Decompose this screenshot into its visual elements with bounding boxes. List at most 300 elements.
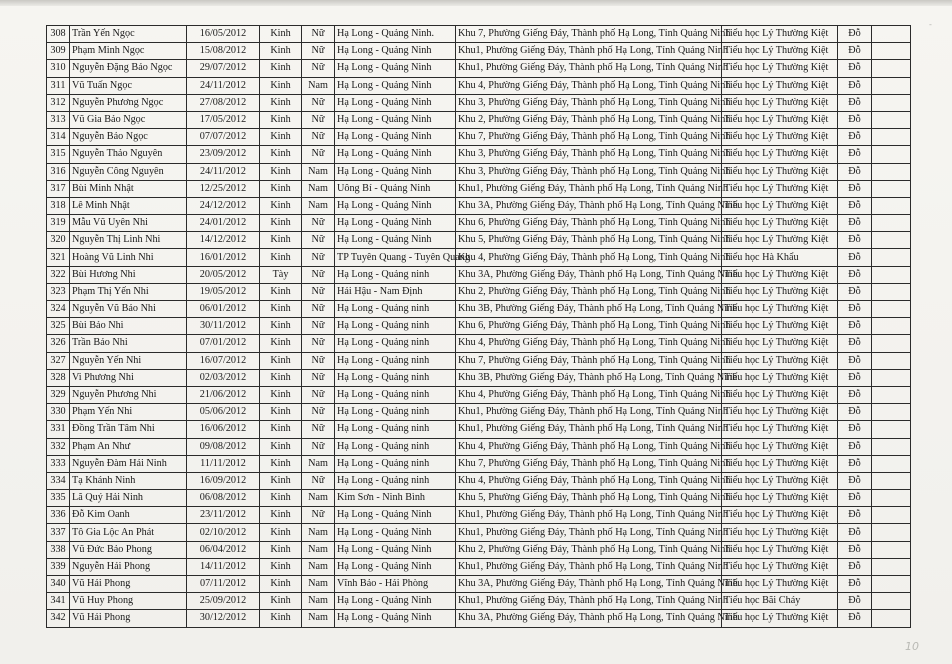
- date-of-birth-cell: 16/05/2012: [187, 26, 260, 43]
- primary-school-cell: Tiểu học Lý Thường Kiệt: [722, 404, 838, 421]
- table-row: [47, 472, 911, 489]
- ethnicity-cell: Kinh: [260, 77, 302, 94]
- row-number-cell: 321: [47, 249, 70, 266]
- student-name-cell: Nguyễn Đặng Bảo Ngọc: [70, 60, 187, 77]
- address-cell: Khu 3, Phường Giếng Đáy, Thành phố Hạ Long, Tỉnh Quảng Ninh: [456, 94, 722, 111]
- gender-cell: Nam: [302, 610, 335, 627]
- date-of-birth-cell: 11/11/2012: [187, 455, 260, 472]
- gender-cell: Nữ: [302, 111, 335, 128]
- result-cell: Đỗ: [838, 593, 872, 610]
- ethnicity-cell: Kinh: [260, 60, 302, 77]
- primary-school-cell: Tiểu học Lý Thường Kiệt: [722, 163, 838, 180]
- address-cell: Khu 3A, Phường Giếng Đáy, Thành phố Hạ Long, Tỉnh Quảng Ninh: [456, 197, 722, 214]
- ethnicity-cell: Kinh: [260, 421, 302, 438]
- ethnicity-cell: Kinh: [260, 197, 302, 214]
- birthplace-cell: Uông Bí - Quảng Ninh: [335, 180, 456, 197]
- result-cell: Đỗ: [838, 249, 872, 266]
- notes-cell: [872, 215, 911, 232]
- notes-cell: [872, 43, 911, 60]
- birthplace-cell: Kim Sơn - Ninh Bình: [335, 490, 456, 507]
- primary-school-cell: Tiểu học Lý Thường Kiệt: [722, 541, 838, 558]
- row-number-cell: 330: [47, 404, 70, 421]
- table-row: [47, 404, 911, 421]
- address-cell: Khu 5, Phường Giếng Đáy, Thành phố Hạ Long, Tỉnh Quảng Ninh: [456, 232, 722, 249]
- date-of-birth-cell: 02/10/2012: [187, 524, 260, 541]
- row-number-cell: 310: [47, 60, 70, 77]
- ethnicity-cell: Tày: [260, 266, 302, 283]
- address-cell: Khu 3A, Phường Giếng Đáy, Thành phố Hạ Long, Tỉnh Quảng Ninh: [456, 610, 722, 627]
- notes-cell: [872, 77, 911, 94]
- address-cell: Khu1, Phường Giếng Đáy, Thành phố Hạ Long, Tỉnh Quảng Ninh: [456, 507, 722, 524]
- row-number-cell: 327: [47, 352, 70, 369]
- notes-cell: [872, 524, 911, 541]
- table-row: [47, 576, 911, 593]
- date-of-birth-cell: 16/06/2012: [187, 421, 260, 438]
- notes-cell: [872, 610, 911, 627]
- row-number-cell: 312: [47, 94, 70, 111]
- result-cell: Đỗ: [838, 163, 872, 180]
- notes-cell: [872, 507, 911, 524]
- date-of-birth-cell: 23/09/2012: [187, 146, 260, 163]
- result-cell: Đỗ: [838, 266, 872, 283]
- birthplace-cell: TP Tuyên Quang - Tuyên Quang: [335, 249, 456, 266]
- address-cell: Khu 4, Phường Giếng Đáy, Thành phố Hạ Long, Tỉnh Quảng Ninh: [456, 386, 722, 403]
- date-of-birth-cell: 15/08/2012: [187, 43, 260, 60]
- birthplace-cell: Hạ Long - Quảng Ninh: [335, 558, 456, 575]
- birthplace-cell: Vĩnh Bảo - Hải Phòng: [335, 576, 456, 593]
- row-number-cell: 340: [47, 576, 70, 593]
- table-row: [47, 490, 911, 507]
- table-row: [47, 249, 911, 266]
- date-of-birth-cell: 27/08/2012: [187, 94, 260, 111]
- date-of-birth-cell: 06/08/2012: [187, 490, 260, 507]
- gender-cell: Nữ: [302, 249, 335, 266]
- birthplace-cell: Hạ Long - Quảng Ninh: [335, 610, 456, 627]
- date-of-birth-cell: 24/11/2012: [187, 77, 260, 94]
- ethnicity-cell: Kinh: [260, 249, 302, 266]
- notes-cell: [872, 335, 911, 352]
- gender-cell: Nữ: [302, 283, 335, 300]
- notes-cell: [872, 26, 911, 43]
- ethnicity-cell: Kinh: [260, 352, 302, 369]
- gender-cell: Nữ: [302, 352, 335, 369]
- ethnicity-cell: Kinh: [260, 335, 302, 352]
- ethnicity-cell: Kinh: [260, 507, 302, 524]
- gender-cell: Nam: [302, 576, 335, 593]
- student-name-cell: Bùi Hương Nhi: [70, 266, 187, 283]
- notes-cell: [872, 472, 911, 489]
- ethnicity-cell: Kinh: [260, 524, 302, 541]
- primary-school-cell: Tiểu học Lý Thường Kiệt: [722, 129, 838, 146]
- address-cell: Khu1, Phường Giếng Đáy, Thành phố Hạ Long, Tỉnh Quảng Ninh: [456, 180, 722, 197]
- primary-school-cell: Tiểu học Lý Thường Kiệt: [722, 369, 838, 386]
- primary-school-cell: Tiểu học Lý Thường Kiệt: [722, 576, 838, 593]
- table-row: [47, 232, 911, 249]
- table-row: [47, 77, 911, 94]
- date-of-birth-cell: 19/05/2012: [187, 283, 260, 300]
- table-row: [47, 421, 911, 438]
- student-name-cell: Phạm Minh Ngọc: [70, 43, 187, 60]
- gender-cell: Nữ: [302, 26, 335, 43]
- birthplace-cell: Hạ Long - Quảng Ninh: [335, 60, 456, 77]
- notes-cell: [872, 455, 911, 472]
- primary-school-cell: Tiểu học Bãi Cháy: [722, 593, 838, 610]
- gender-cell: Nam: [302, 490, 335, 507]
- result-cell: Đỗ: [838, 60, 872, 77]
- student-name-cell: Vi Phương Nhi: [70, 369, 187, 386]
- table-row: [47, 163, 911, 180]
- ethnicity-cell: Kinh: [260, 163, 302, 180]
- ethnicity-cell: Kinh: [260, 610, 302, 627]
- notes-cell: [872, 490, 911, 507]
- ethnicity-cell: Kinh: [260, 472, 302, 489]
- gender-cell: Nam: [302, 197, 335, 214]
- table-row: [47, 610, 911, 627]
- birthplace-cell: Hạ Long - Quảng Ninh: [335, 215, 456, 232]
- notes-cell: [872, 404, 911, 421]
- address-cell: Khu 3A, Phường Giếng Đáy, Thành phố Hạ Long, Tỉnh Quảng Ninh: [456, 266, 722, 283]
- date-of-birth-cell: 16/07/2012: [187, 352, 260, 369]
- birthplace-cell: Hạ Long - Quảng Ninh: [335, 146, 456, 163]
- ethnicity-cell: Kinh: [260, 129, 302, 146]
- student-name-cell: Bùi Bảo Nhi: [70, 318, 187, 335]
- ethnicity-cell: Kinh: [260, 215, 302, 232]
- birthplace-cell: Hải Hậu - Nam Định: [335, 283, 456, 300]
- gender-cell: Nữ: [302, 232, 335, 249]
- ethnicity-cell: Kinh: [260, 301, 302, 318]
- row-number-cell: 319: [47, 215, 70, 232]
- table-row: [47, 180, 911, 197]
- address-cell: Khu 3B, Phường Giếng Đáy, Thành phố Hạ Long, Tỉnh Quảng Ninh: [456, 369, 722, 386]
- student-name-cell: Vũ Gia Bảo Ngọc: [70, 111, 187, 128]
- ethnicity-cell: Kinh: [260, 541, 302, 558]
- row-number-cell: 311: [47, 77, 70, 94]
- birthplace-cell: Hạ Long - Quảng Ninh.: [335, 26, 456, 43]
- gender-cell: Nữ: [302, 215, 335, 232]
- result-cell: Đỗ: [838, 421, 872, 438]
- birthplace-cell: Hạ Long - Quảng Ninh: [335, 111, 456, 128]
- student-name-cell: Nguyễn Công Nguyên: [70, 163, 187, 180]
- student-name-cell: Hoàng Vũ Linh Nhi: [70, 249, 187, 266]
- birthplace-cell: Hạ Long - Quảng Ninh: [335, 77, 456, 94]
- primary-school-cell: Tiểu học Hà Khẩu: [722, 249, 838, 266]
- address-cell: Khu 7, Phường Giếng Đáy, Thành phố Hạ Long, Tỉnh Quảng Ninh: [456, 352, 722, 369]
- row-number-cell: 333: [47, 455, 70, 472]
- result-cell: Đỗ: [838, 318, 872, 335]
- table-row: [47, 60, 911, 77]
- result-cell: Đỗ: [838, 26, 872, 43]
- address-cell: Khu1, Phường Giếng Đáy, Thành phố Hạ Long, Tỉnh Quảng Ninh: [456, 421, 722, 438]
- table-row: [47, 352, 911, 369]
- table-row: [47, 455, 911, 472]
- birthplace-cell: Hạ Long - Quảng Ninh: [335, 163, 456, 180]
- date-of-birth-cell: 16/01/2012: [187, 249, 260, 266]
- table-row: [47, 43, 911, 60]
- birthplace-cell: Hạ Long - Quảng ninh: [335, 369, 456, 386]
- row-number-cell: 328: [47, 369, 70, 386]
- table-row: [47, 507, 911, 524]
- date-of-birth-cell: 17/05/2012: [187, 111, 260, 128]
- primary-school-cell: Tiểu học Lý Thường Kiệt: [722, 26, 838, 43]
- row-number-cell: 316: [47, 163, 70, 180]
- result-cell: Đỗ: [838, 283, 872, 300]
- address-cell: Khu 7, Phường Giếng Đáy, Thành phố Hạ Long, Tỉnh Quảng Ninh: [456, 129, 722, 146]
- gender-cell: Nữ: [302, 507, 335, 524]
- date-of-birth-cell: 20/05/2012: [187, 266, 260, 283]
- row-number-cell: 325: [47, 318, 70, 335]
- result-cell: Đỗ: [838, 335, 872, 352]
- birthplace-cell: Hạ Long - Quảng ninh: [335, 472, 456, 489]
- student-name-cell: Đồng Trần Tâm Nhi: [70, 421, 187, 438]
- address-cell: Khu 3A, Phường Giếng Đáy, Thành phố Hạ Long, Tỉnh Quảng Ninh: [456, 576, 722, 593]
- birthplace-cell: Hạ Long - Quảng Ninh: [335, 232, 456, 249]
- primary-school-cell: Tiểu học Lý Thường Kiệt: [722, 472, 838, 489]
- date-of-birth-cell: 02/03/2012: [187, 369, 260, 386]
- table-row: [47, 283, 911, 300]
- student-name-cell: Nguyễn Phương Ngọc: [70, 94, 187, 111]
- primary-school-cell: Tiểu học Lý Thường Kiệt: [722, 146, 838, 163]
- birthplace-cell: Hạ Long - Quảng ninh: [335, 335, 456, 352]
- primary-school-cell: Tiểu học Lý Thường Kiệt: [722, 318, 838, 335]
- student-name-cell: Tạ Khánh Ninh: [70, 472, 187, 489]
- notes-cell: [872, 266, 911, 283]
- gender-cell: Nữ: [302, 472, 335, 489]
- date-of-birth-cell: 12/25/2012: [187, 180, 260, 197]
- gender-cell: Nam: [302, 455, 335, 472]
- date-of-birth-cell: 09/08/2012: [187, 438, 260, 455]
- birthplace-cell: Hạ Long - Quảng ninh: [335, 318, 456, 335]
- primary-school-cell: Tiểu học Lý Thường Kiệt: [722, 524, 838, 541]
- birthplace-cell: Hạ Long - Quảng Ninh: [335, 593, 456, 610]
- address-cell: Khu 7, Phường Giếng Đáy, Thành phố Hạ Long, Tỉnh Quảng Ninh: [456, 26, 722, 43]
- address-cell: Khu 2, Phường Giếng Đáy, Thành phố Hạ Long, Tỉnh Quảng Ninh: [456, 541, 722, 558]
- primary-school-cell: Tiểu học Lý Thường Kiệt: [722, 421, 838, 438]
- table-row: [47, 369, 911, 386]
- ethnicity-cell: Kinh: [260, 576, 302, 593]
- student-name-cell: Nguyễn Đàm Hải Ninh: [70, 455, 187, 472]
- address-cell: Khu 7, Phường Giếng Đáy, Thành phố Hạ Long, Tỉnh Quảng Ninh: [456, 455, 722, 472]
- ethnicity-cell: Kinh: [260, 180, 302, 197]
- address-cell: Khu 3, Phường Giếng Đáy, Thành phố Hạ Long, Tỉnh Quảng Ninh: [456, 163, 722, 180]
- notes-cell: [872, 318, 911, 335]
- gender-cell: Nữ: [302, 60, 335, 77]
- student-name-cell: Tô Gia Lộc An Phát: [70, 524, 187, 541]
- notes-cell: [872, 180, 911, 197]
- result-cell: Đỗ: [838, 472, 872, 489]
- ethnicity-cell: Kinh: [260, 455, 302, 472]
- ethnicity-cell: Kinh: [260, 593, 302, 610]
- row-number-cell: 336: [47, 507, 70, 524]
- student-name-cell: Nguyễn Thị Linh Nhi: [70, 232, 187, 249]
- birthplace-cell: Hạ Long - Quảng ninh: [335, 301, 456, 318]
- notes-cell: [872, 232, 911, 249]
- student-name-cell: Nguyễn Bảo Ngọc: [70, 129, 187, 146]
- result-cell: Đỗ: [838, 490, 872, 507]
- ethnicity-cell: Kinh: [260, 232, 302, 249]
- address-cell: Khu 3, Phường Giếng Đáy, Thành phố Hạ Long, Tỉnh Quảng Ninh: [456, 146, 722, 163]
- student-name-cell: Mẫu Vũ Uyên Nhi: [70, 215, 187, 232]
- notes-cell: [872, 197, 911, 214]
- gender-cell: Nữ: [302, 318, 335, 335]
- birthplace-cell: Hạ Long - Quảng ninh: [335, 266, 456, 283]
- gender-cell: Nam: [302, 541, 335, 558]
- row-number-cell: 341: [47, 593, 70, 610]
- row-number-cell: 318: [47, 197, 70, 214]
- row-number-cell: 335: [47, 490, 70, 507]
- date-of-birth-cell: 07/01/2012: [187, 335, 260, 352]
- gender-cell: Nữ: [302, 386, 335, 403]
- address-cell: Khu1, Phường Giếng Đáy, Thành phố Hạ Long, Tỉnh Quảng Ninh: [456, 524, 722, 541]
- row-number-cell: 326: [47, 335, 70, 352]
- primary-school-cell: Tiểu học Lý Thường Kiệt: [722, 60, 838, 77]
- gender-cell: Nam: [302, 180, 335, 197]
- primary-school-cell: Tiểu học Lý Thường Kiệt: [722, 455, 838, 472]
- gender-cell: Nam: [302, 524, 335, 541]
- table-row: [47, 524, 911, 541]
- address-cell: Khu1, Phường Giếng Đáy, Thành phố Hạ Long, Tỉnh Quảng Ninh: [456, 43, 722, 60]
- gender-cell: Nam: [302, 163, 335, 180]
- notes-cell: [872, 111, 911, 128]
- row-number-cell: 337: [47, 524, 70, 541]
- primary-school-cell: Tiểu học Lý Thường Kiệt: [722, 111, 838, 128]
- student-name-cell: Trần Yến Ngọc: [70, 26, 187, 43]
- ethnicity-cell: Kinh: [260, 318, 302, 335]
- table-row: [47, 129, 911, 146]
- result-cell: Đỗ: [838, 507, 872, 524]
- primary-school-cell: Tiểu học Lý Thường Kiệt: [722, 490, 838, 507]
- result-cell: Đỗ: [838, 129, 872, 146]
- table-row: [47, 301, 911, 318]
- address-cell: Khu1, Phường Giếng Đáy, Thành phố Hạ Long, Tỉnh Quảng Ninh: [456, 60, 722, 77]
- result-cell: Đỗ: [838, 301, 872, 318]
- gender-cell: Nữ: [302, 438, 335, 455]
- birthplace-cell: Hạ Long - Quảng Ninh: [335, 43, 456, 60]
- date-of-birth-cell: 14/12/2012: [187, 232, 260, 249]
- primary-school-cell: Tiểu học Lý Thường Kiệt: [722, 43, 838, 60]
- address-cell: Khu 4, Phường Giếng Đáy, Thành phố Hạ Long, Tỉnh Quảng Ninh: [456, 77, 722, 94]
- result-cell: Đỗ: [838, 77, 872, 94]
- birthplace-cell: Hạ Long - Quảng Ninh: [335, 94, 456, 111]
- ethnicity-cell: Kinh: [260, 26, 302, 43]
- result-cell: Đỗ: [838, 386, 872, 403]
- gender-cell: Nữ: [302, 94, 335, 111]
- result-cell: Đỗ: [838, 180, 872, 197]
- ethnicity-cell: Kinh: [260, 558, 302, 575]
- gender-cell: Nữ: [302, 301, 335, 318]
- gender-cell: Nữ: [302, 421, 335, 438]
- ethnicity-cell: Kinh: [260, 111, 302, 128]
- table-row: [47, 94, 911, 111]
- table-row: [47, 146, 911, 163]
- birthplace-cell: Hạ Long - Quảng ninh: [335, 438, 456, 455]
- student-name-cell: Lã Quý Hải Ninh: [70, 490, 187, 507]
- table-row: [47, 197, 911, 214]
- result-cell: Đỗ: [838, 94, 872, 111]
- address-cell: Khu 6, Phường Giếng Đáy, Thành phố Hạ Long, Tỉnh Quảng Ninh: [456, 318, 722, 335]
- student-name-cell: Vũ Huy Phong: [70, 593, 187, 610]
- student-name-cell: Trần Bảo Nhi: [70, 335, 187, 352]
- result-cell: Đỗ: [838, 146, 872, 163]
- row-number-cell: 323: [47, 283, 70, 300]
- notes-cell: [872, 301, 911, 318]
- table-row: [47, 386, 911, 403]
- table-row: [47, 318, 911, 335]
- result-cell: Đỗ: [838, 576, 872, 593]
- gender-cell: Nữ: [302, 129, 335, 146]
- row-number-cell: 334: [47, 472, 70, 489]
- student-name-cell: Nguyễn Yến Nhi: [70, 352, 187, 369]
- student-name-cell: Vũ Hải Phong: [70, 576, 187, 593]
- student-name-cell: Vũ Tuấn Ngọc: [70, 77, 187, 94]
- table-row: [47, 335, 911, 352]
- notes-cell: [872, 421, 911, 438]
- row-number-cell: 331: [47, 421, 70, 438]
- student-name-cell: Nguyễn Hải Phong: [70, 558, 187, 575]
- date-of-birth-cell: 21/06/2012: [187, 386, 260, 403]
- student-name-cell: Phạm Yến Nhi: [70, 404, 187, 421]
- primary-school-cell: Tiểu học Lý Thường Kiệt: [722, 507, 838, 524]
- address-cell: Khu 2, Phường Giếng Đáy, Thành phố Hạ Long, Tỉnh Quảng Ninh: [456, 283, 722, 300]
- student-name-cell: Bùi Minh Nhật: [70, 180, 187, 197]
- student-name-cell: Vũ Đức Bảo Phong: [70, 541, 187, 558]
- notes-cell: [872, 352, 911, 369]
- table-row: [47, 215, 911, 232]
- result-cell: Đỗ: [838, 558, 872, 575]
- primary-school-cell: Tiểu học Lý Thường Kiệt: [722, 180, 838, 197]
- student-name-cell: Phạm An Như: [70, 438, 187, 455]
- row-number-cell: 324: [47, 301, 70, 318]
- notes-cell: [872, 60, 911, 77]
- birthplace-cell: Hạ Long - Quảng ninh: [335, 455, 456, 472]
- result-cell: Đỗ: [838, 524, 872, 541]
- notes-cell: [872, 94, 911, 111]
- date-of-birth-cell: 24/01/2012: [187, 215, 260, 232]
- date-of-birth-cell: 23/11/2012: [187, 507, 260, 524]
- row-number-cell: 313: [47, 111, 70, 128]
- primary-school-cell: Tiểu học Lý Thường Kiệt: [722, 438, 838, 455]
- result-cell: Đỗ: [838, 438, 872, 455]
- student-name-cell: Nguyễn Vũ Bảo Nhi: [70, 301, 187, 318]
- row-number-cell: 338: [47, 541, 70, 558]
- notes-cell: [872, 369, 911, 386]
- notes-cell: [872, 438, 911, 455]
- ethnicity-cell: Kinh: [260, 438, 302, 455]
- result-cell: Đỗ: [838, 541, 872, 558]
- date-of-birth-cell: 30/12/2012: [187, 610, 260, 627]
- address-cell: Khu 3B, Phường Giếng Đáy, Thành phố Hạ Long, Tỉnh Quảng Ninh: [456, 301, 722, 318]
- primary-school-cell: Tiểu học Lý Thường Kiệt: [722, 266, 838, 283]
- result-cell: Đỗ: [838, 197, 872, 214]
- student-name-cell: Đỗ Kim Oanh: [70, 507, 187, 524]
- row-number-cell: 308: [47, 26, 70, 43]
- primary-school-cell: Tiểu học Lý Thường Kiệt: [722, 232, 838, 249]
- student-name-cell: Nguyễn Phương Nhi: [70, 386, 187, 403]
- birthplace-cell: Hạ Long - Quảng ninh: [335, 352, 456, 369]
- address-cell: Khu1, Phường Giếng Đáy, Thành phố Hạ Long, Tỉnh Quảng Ninh: [456, 558, 722, 575]
- primary-school-cell: Tiểu học Lý Thường Kiệt: [722, 77, 838, 94]
- notes-cell: [872, 129, 911, 146]
- date-of-birth-cell: 25/09/2012: [187, 593, 260, 610]
- birthplace-cell: Hạ Long - Quảng ninh: [335, 404, 456, 421]
- primary-school-cell: Tiểu học Lý Thường Kiệt: [722, 197, 838, 214]
- result-cell: Đỗ: [838, 232, 872, 249]
- address-cell: Khu 4, Phường Giếng Đáy, Thành phố Hạ Long, Tỉnh Quảng Ninh: [456, 472, 722, 489]
- address-cell: Khu1, Phường Giếng Đáy, Thành phố Hạ Long, Tỉnh Quảng Ninh: [456, 593, 722, 610]
- row-number-cell: 342: [47, 610, 70, 627]
- gender-cell: Nữ: [302, 266, 335, 283]
- row-number-cell: 309: [47, 43, 70, 60]
- student-name-cell: Nguyễn Thảo Nguyên: [70, 146, 187, 163]
